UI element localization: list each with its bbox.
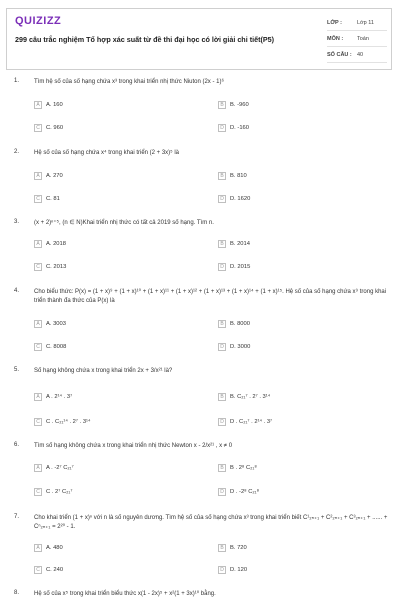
option-d[interactable] [218, 261, 398, 272]
question-number: 1. [14, 78, 20, 84]
meta-row-mon [327, 31, 387, 47]
lop-value: Lớp 11 [357, 19, 374, 26]
question-text: Cho biểu thức: P(x) = (1 + x)⁹ + (1 + x)¹⁰ + (1 + x)¹¹ + (1 + x)¹² + (1 + x)¹³ + (1 + x)¹⁴ + (1 + x)¹⁵. Hệ số của số hạng chứa x⁹ trong khai triển thành đa thức của P(x) là [34, 289, 387, 304]
option-b[interactable] [218, 391, 398, 402]
question-text: Cho khai triển (1 + x)ⁿ với n là số nguyên dương. Tìm hệ số của số hạng chứa x³ trong khai triển biết C¹₂ₙ₊₁ + C²₂ₙ₊₁ + C³₂ₙ₊₁ + ...... + Cⁿ₂ₙ₊₁ = 2²⁰ - 1. [34, 515, 388, 530]
question-text: (x + 2)ⁿ⁺⁵, (n ∈ N)Khai triển nhị thức có tất cả 2019 số hạng. Tìm n. [34, 220, 214, 226]
option-box[interactable]: A [34, 464, 42, 472]
option-box[interactable]: A [34, 393, 42, 401]
question-text: Hệ số của x⁵ trong khai triển biểu thức x(1 - 2x)⁵ + x²(1 + 3x)¹⁰ bằng. [34, 591, 216, 597]
option-c[interactable] [34, 341, 214, 352]
option-box[interactable]: D [218, 488, 226, 496]
option-text: C. 2013 [46, 263, 67, 270]
option-box[interactable]: A [34, 544, 42, 552]
option-box[interactable]: B [218, 393, 226, 401]
mon-value: Toán [357, 35, 369, 42]
option-text: D . C₂₁⁷ . 2¹⁴ . 3⁷ [230, 418, 273, 425]
option-c[interactable] [34, 193, 214, 204]
option-text: A. 270 [46, 172, 63, 179]
option-text: B. 720 [230, 544, 247, 551]
socau-value: 40 [357, 51, 364, 58]
meta-row-socau [327, 47, 387, 63]
option-text: A. 480 [46, 544, 63, 551]
option-text: B. 2014 [230, 240, 250, 247]
option-c[interactable] [34, 564, 214, 575]
option-box[interactable]: C [34, 343, 42, 351]
question-number: 5. [14, 367, 20, 373]
option-box[interactable]: C [34, 124, 42, 132]
option-d[interactable] [218, 193, 398, 204]
document-header [6, 8, 392, 70]
option-box[interactable]: D [218, 418, 226, 426]
option-text: C . 2⁷ C₂₁⁷ [46, 488, 73, 495]
question-number: 7. [14, 514, 20, 520]
option-a[interactable] [34, 462, 214, 473]
option-text: C. 240 [46, 566, 64, 573]
question-number: 6. [14, 442, 20, 448]
option-text: D. 1620 [230, 195, 251, 202]
option-text: A. 160 [46, 101, 63, 108]
option-box[interactable]: D [218, 195, 226, 203]
option-box[interactable]: D [218, 124, 226, 132]
option-text: D . -2⁸ C₂₁⁸ [230, 488, 260, 495]
option-a[interactable] [34, 238, 214, 249]
option-text: B. 8000 [230, 320, 250, 327]
question-text: Tìm số hạng không chứa x trong khai triển nhị thức Newton x - 2/x²¹ , x ≠ 0 [34, 443, 233, 449]
question-number: 2. [14, 149, 20, 155]
option-box[interactable]: C [34, 263, 42, 271]
option-text: C. 8008 [46, 343, 67, 350]
option-a[interactable] [34, 99, 214, 110]
question-text: Tìm hệ số của số hạng chứa x³ trong khai triển nhị thức Niuton (2x - 1)⁶ [34, 79, 224, 85]
option-box[interactable]: D [218, 566, 226, 574]
option-text: A . 2¹⁴ . 3⁷ [46, 393, 73, 400]
socau-label: SỐ CÂU : [327, 51, 352, 58]
option-text: A. 3003 [46, 320, 66, 327]
option-a[interactable] [34, 391, 214, 402]
question-number: 8. [14, 590, 20, 596]
option-text: D. -160 [230, 124, 250, 131]
option-text: B. C₂₁⁷ . 2⁷ . 3¹⁴ [230, 393, 271, 400]
option-b[interactable] [218, 318, 398, 329]
mon-label: MÔN : [327, 35, 344, 42]
option-d[interactable] [218, 122, 398, 133]
option-d[interactable] [218, 486, 398, 497]
option-box[interactable]: B [218, 544, 226, 552]
option-box[interactable]: A [34, 101, 42, 109]
option-box[interactable]: C [34, 488, 42, 496]
question-text: Số hạng không chứa x trong khai triển 2x + 3/x²¹ là? [34, 368, 173, 374]
meta-row-lop [327, 15, 387, 31]
option-c[interactable] [34, 122, 214, 133]
option-d[interactable] [218, 416, 398, 427]
option-box[interactable]: D [218, 343, 226, 351]
option-text: A. 2018 [46, 240, 66, 247]
option-box[interactable]: B [218, 464, 226, 472]
option-box[interactable]: B [218, 240, 226, 248]
option-b[interactable] [218, 170, 398, 181]
option-box[interactable]: B [218, 320, 226, 328]
option-b[interactable] [218, 542, 398, 553]
option-text: A . -2⁷ C₂₁⁷ [46, 464, 74, 471]
option-a[interactable] [34, 170, 214, 181]
option-box[interactable]: A [34, 320, 42, 328]
option-a[interactable] [34, 542, 214, 553]
option-text: B. 810 [230, 172, 247, 179]
option-text: B. -960 [230, 101, 249, 108]
option-b[interactable] [218, 238, 398, 249]
option-box[interactable]: C [34, 566, 42, 574]
option-text: C. 81 [46, 195, 60, 202]
option-b[interactable] [218, 462, 398, 473]
option-c[interactable] [34, 261, 214, 272]
question-number: 4. [14, 288, 20, 294]
option-text: D. 2015 [230, 263, 251, 270]
option-box[interactable]: A [34, 240, 42, 248]
option-c[interactable] [34, 416, 214, 427]
quizizz-logo: QUIZIZZ [15, 15, 62, 27]
option-box[interactable]: C [34, 195, 42, 203]
option-d[interactable] [218, 564, 398, 575]
option-box[interactable]: C [34, 418, 42, 426]
option-b[interactable] [218, 99, 398, 110]
option-text: C . C₂₁¹⁴ . 2⁷ . 3¹⁴ [46, 418, 91, 425]
option-box[interactable]: B [218, 172, 226, 180]
option-d[interactable] [218, 341, 398, 352]
option-c[interactable] [34, 486, 214, 497]
option-text: D. 3000 [230, 343, 251, 350]
document-title: 299 câu trắc nghiệm Tổ hợp xác suất từ đề thi đại học có lời giải chi tiết(P5) [15, 35, 275, 44]
option-box[interactable]: B [218, 101, 226, 109]
lop-label: LỚP : [327, 19, 342, 26]
question-text: Hệ số của số hạng chứa x⁴ trong khai triển (2 + 3x)⁵ là [34, 150, 179, 156]
option-text: D. 120 [230, 566, 248, 573]
meta-info [327, 15, 387, 63]
option-text: B . 2⁸ C₂₁⁸ [230, 464, 257, 471]
option-box[interactable]: A [34, 172, 42, 180]
question-number: 3. [14, 219, 20, 225]
option-a[interactable] [34, 318, 214, 329]
option-text: C. 960 [46, 124, 64, 131]
option-box[interactable]: D [218, 263, 226, 271]
